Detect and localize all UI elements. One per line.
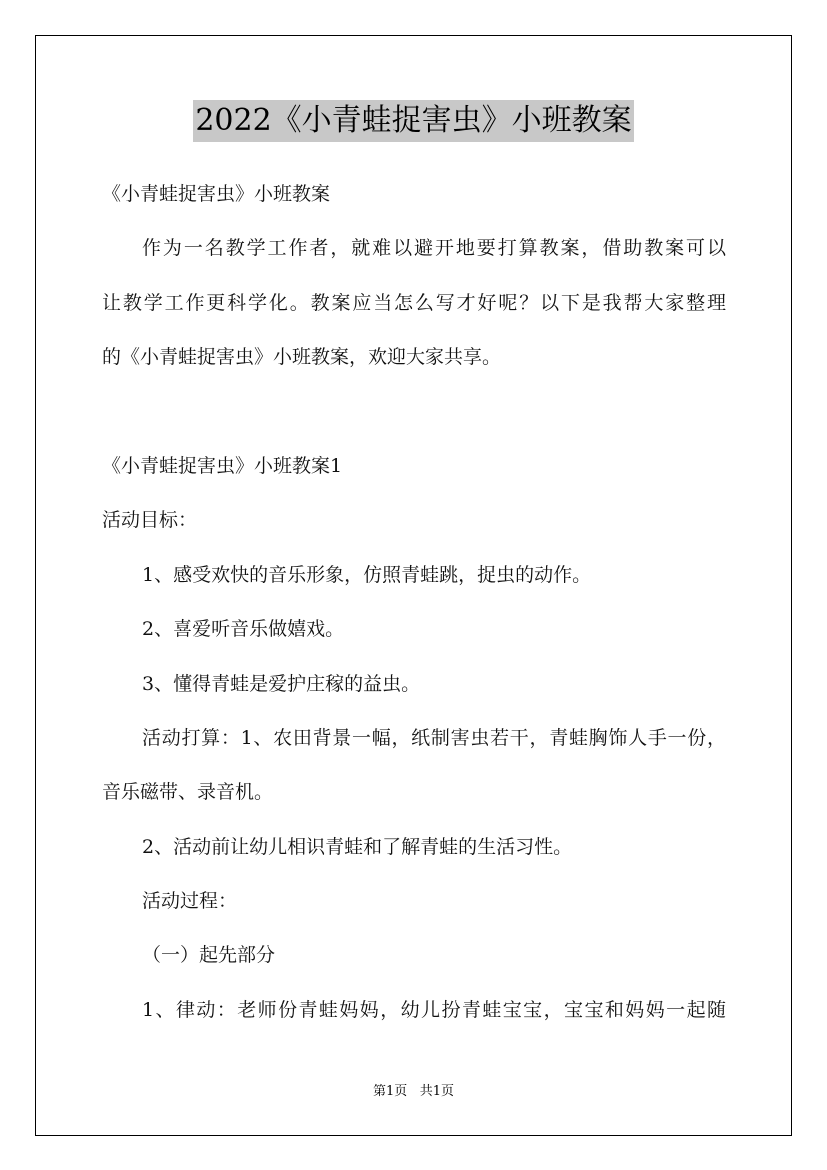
process-step-1: 1、律动：老师份青蛙妈妈，幼儿扮青蛙宝宝，宝宝和妈妈一起随: [142, 999, 726, 1021]
page-number: 第1页: [373, 1084, 408, 1099]
document-title: 2022《小青蛙捉害虫》小班教案: [193, 100, 633, 142]
preparation-line-2: 音乐磁带、录音机。: [102, 781, 274, 803]
intro-line-1: 作为一名教学工作者，就难以避开地要打算教案，借助教案可以: [142, 237, 726, 259]
preparation-item-2: 2、活动前让幼儿相识青蛙和了解青蛙的生活习性。: [142, 836, 573, 858]
goal-item-2: 2、喜爱听音乐做嬉戏。: [142, 618, 345, 640]
section-heading-1: 《小青蛙捉害虫》小班教案1: [102, 455, 343, 477]
title-container: [0, 100, 827, 142]
preparation-line-1: 活动打算：1、农田背景一幅，纸制害虫若干，青蛙胸饰人手一份，: [142, 727, 726, 749]
intro-line-2: 让教学工作更科学化。教案应当怎么写才好呢？以下是我帮大家整理: [102, 292, 726, 314]
page-footer: [0, 1083, 827, 1101]
process-heading: 活动过程：: [142, 890, 238, 912]
page-total: 共1页: [419, 1084, 454, 1099]
goal-item-1: 1、感受欢快的音乐形象，仿照青蛙跳，捉虫的动作。: [142, 564, 592, 586]
process-part-1-heading: （一）起先部分: [142, 944, 276, 966]
doc-subtitle: 《小青蛙捉害虫》小班教案: [102, 183, 331, 205]
goal-item-3: 3、懂得青蛙是爱护庄稼的益虫。: [142, 673, 421, 695]
activity-goals-heading: 活动目标：: [102, 509, 198, 531]
intro-line-3: 的《小青蛙捉害虫》小班教案，欢迎大家共享。: [102, 346, 502, 368]
